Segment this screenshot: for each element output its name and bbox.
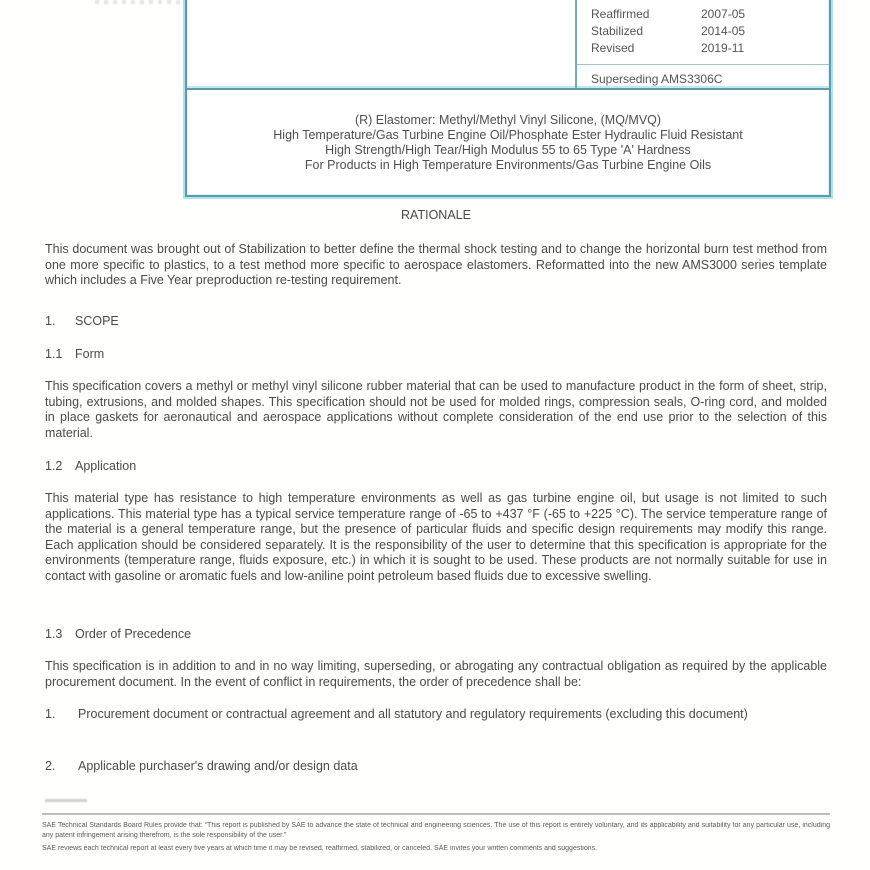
header-left-cell [187,0,577,88]
title-line: For Products in High Temperature Environments/Gas Turbine Engine Oils [304,157,712,172]
section-label: SCOPE [75,314,119,328]
footer-boilerplate-1: SAE Technical Standards Board Rules provide that: “This report is published by SAE to advance the state of technical and engineering sciences. The use of this report is entirely voluntary, and its applicability and suitability for any particular use, including any patent infringement arising therefrom, is the sole responsibility of the user.” [42,822,830,839]
order-of-precedence-heading [45,627,827,641]
section-number: 1.2 [45,459,63,473]
form-paragraph: This specification covers a methyl or methyl vinyl silicone rubber material that can be used to manufacture product in the form of sheet, strip, tubing, extrusions, and molded shapes. This specification should not be used for molded rings, compression seals, O-ring cord, and molded in place gaskets for aeronautical and aerospace applications without complete consideration of the end use prior to the selection of this material. [45,379,827,440]
revision-date: 2007-05 [701,7,746,21]
application-paragraph: This material type has resistance to high temperature environments as well as gas turbine engine oil, but usage is not limited to such applications. This material type has a typical service temperature range of -65 to +437 °F (-65 to +225 °C). The service temperature range of the material is a general temperature range, but the presence of particular fluids and specific design requirements may modify this range. Each application should be considered separately. It is the responsibility of the user to determine that this specification is appropriate for the environments (temperature range, fluids exposure, etc.) in which it is sought to be used. These products are not normally suitable for use in contact with gasoline or aromatic fuels and low-aniline point petroleum based fluids due to excessive swelling. [45,491,827,583]
revision-date: 2019-11 [701,41,745,55]
revision-history-cell [577,0,829,88]
rationale-heading: RATIONALE [401,208,471,222]
list-item-number: 1. [45,707,56,721]
revision-label: Reaffirmed [591,7,650,21]
order-of-precedence-paragraph: This specification is in addition to and in no way limiting, superseding, or abrogating any contractual obligation as required by the applicable procurement document. In the event of conflict in requirements, the order of precedence shall be: [45,659,827,689]
revision-label: Revised [591,41,635,55]
precedence-list-item [45,707,815,723]
cropped-text-artifact [45,799,87,802]
document-title-block [187,90,829,195]
scope-heading [45,314,827,328]
section-label: Order of Precedence [75,627,192,641]
spec-header-table [185,0,831,197]
section-number: 1.1 [45,347,63,361]
footer-divider [42,813,830,815]
section-label: Form [75,347,105,361]
cropped-text-artifact [95,0,180,4]
footer-boilerplate-2: SAE reviews each technical report at least every five years at which time it may be revised, reaffirmed, stabilized, or canceled. SAE invites your written comments and suggestions. [42,845,598,852]
title-line: High Strength/High Tear/High Modulus 55 to 65 Type 'A' Hardness [325,142,691,157]
form-heading [45,347,827,361]
list-item-number: 2. [45,759,56,773]
revision-label: Stabilized [591,24,644,38]
revision-divider [577,64,829,65]
revision-row [591,40,817,57]
superseding-note: Superseding AMS3306C [591,72,723,86]
revision-row [591,23,817,40]
section-number: 1.3 [45,627,63,641]
precedence-list-item [45,759,815,775]
revision-date: 2014-05 [701,24,746,38]
title-line: (R) Elastomer: Methyl/Methyl Vinyl Silicone, (MQ/MVQ) [354,112,662,127]
rationale-paragraph: This document was brought out of Stabilization to better define the thermal shock testing and to change the horizontal burn test method from one more specific to plastics, to a test method more specific to aerospace elastomers. Reformatted into the new AMS3000 series template which includes a Five Year preproduction re-testing requirement. [45,242,827,288]
section-number: 1. [45,314,56,328]
title-line: High Temperature/Gas Turbine Engine Oil/Phosphate Ester Hydraulic Fluid Resistant [273,127,743,142]
list-item-text: Applicable purchaser's drawing and/or design data [78,759,358,773]
application-heading [45,459,827,473]
revision-row [591,6,817,23]
list-item-text: Procurement document or contractual agreement and all statutory and regulatory requirements (excluding this document) [78,707,748,721]
header-top-row [187,0,829,90]
section-label: Application [75,459,137,473]
